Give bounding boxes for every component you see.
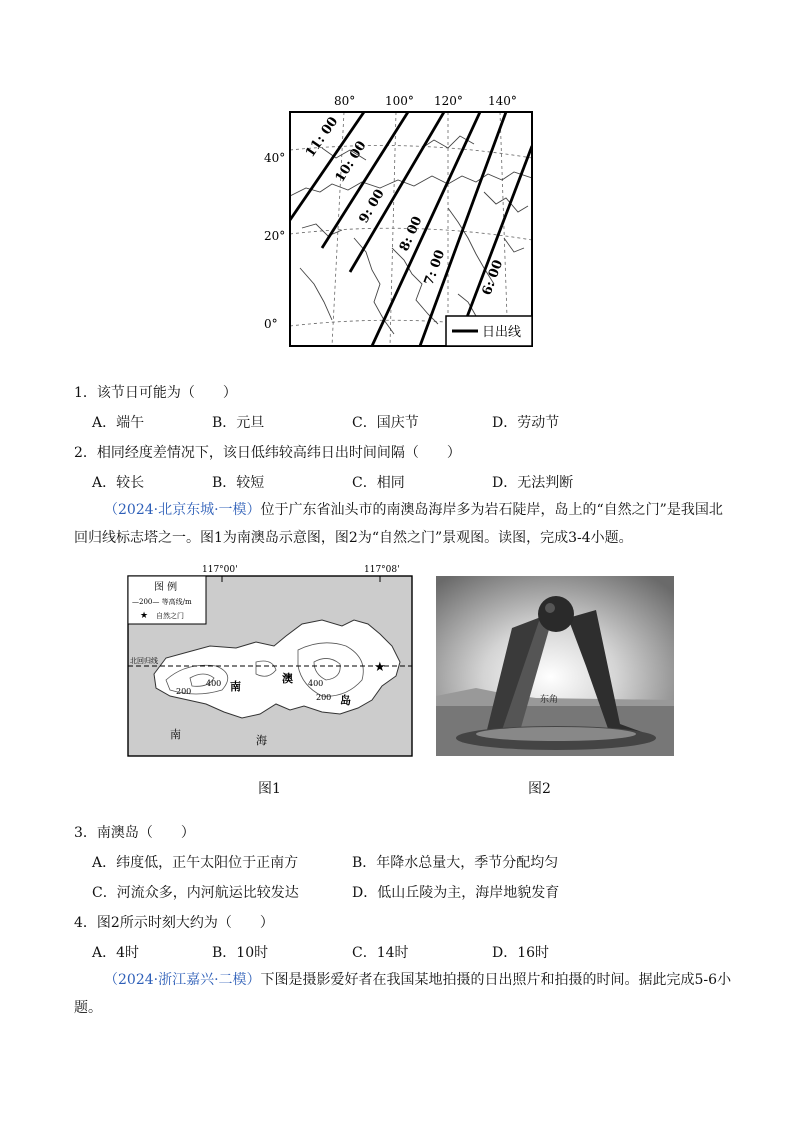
q3-option-d[interactable]: D．低山丘陵为主，海岸地貌发育: [352, 885, 560, 901]
time-label: 11: 00: [302, 114, 342, 161]
legend-star-icon: ★: [140, 611, 149, 621]
tropic-label: 北回归线: [130, 657, 158, 665]
question-1-stem: 1．该节日可能为（ ）: [74, 385, 237, 401]
time-label: 6: 00: [479, 257, 507, 298]
lat-label: 20°: [264, 229, 286, 243]
contour-label: 400: [206, 679, 222, 688]
photo-text: 东角: [540, 695, 559, 705]
intro-paragraph-1: [74, 496, 734, 552]
figure-1-caption: 图1: [258, 781, 281, 797]
question-2-stem: 2．相同经度差情况下，该日低纬较高纬日出时间间隔（ ）: [74, 445, 461, 461]
q1-option-b[interactable]: B．元旦: [212, 415, 265, 431]
intro-text: 位于广东省汕头市的南澳岛海岸多为岩石陡岸，岛上的“自然之门”是我国北回归线标志塔之一。图1为南澳岛示意图，图2为“自然之门”景观图。读图，完成3-4小题。: [74, 502, 723, 546]
lon-label: 100°: [385, 94, 414, 108]
time-label: 7: 00: [421, 247, 449, 288]
legend-label: 日出线: [482, 325, 522, 340]
lon-label: 120°: [434, 94, 463, 108]
fig1-lon-label: 117°00': [202, 565, 238, 575]
gate-star-icon: ★: [374, 660, 386, 675]
sea-char: 南: [170, 728, 181, 741]
lat-label: 0°: [264, 317, 278, 331]
q2-option-b[interactable]: B．较短: [212, 475, 265, 491]
legend-gate: 自然之门: [156, 612, 184, 620]
contour-label: 200: [316, 693, 332, 702]
fig1-lon-label: 117°08': [364, 565, 400, 575]
legend-title: 图 例: [154, 582, 178, 593]
time-label: 8: 00: [396, 214, 426, 254]
figure-2-caption: 图2: [528, 781, 551, 797]
intro-paragraph-2: [74, 966, 734, 1022]
lon-label: 140°: [488, 94, 517, 108]
q3-option-c[interactable]: C．河流众多，内河航运比较发达: [92, 885, 299, 901]
lat-label: 40°: [264, 151, 286, 165]
gate-photo: [436, 576, 674, 756]
q2-option-c[interactable]: C．相同: [352, 475, 405, 491]
sea-char: 海: [256, 734, 267, 747]
contour-label: 200: [176, 687, 192, 696]
q4-option-d[interactable]: D．16时: [492, 945, 550, 961]
q1-option-a[interactable]: A．端午: [92, 415, 145, 431]
sunrise-map: [262, 88, 542, 350]
source-tag[interactable]: （2024·浙江嘉兴·二模）: [104, 972, 261, 988]
contour-label: 400: [308, 679, 324, 688]
q1-option-d[interactable]: D．劳动节: [492, 415, 560, 431]
legend-contour: —200— 等高线/m: [132, 598, 192, 606]
island-char: 南: [230, 680, 241, 693]
question-3-stem: 3．南澳岛（ ）: [74, 825, 195, 841]
q3-option-b[interactable]: B．年降水总量大，季节分配均匀: [352, 855, 559, 871]
fig1-legend: [128, 576, 206, 624]
map-legend: [446, 316, 532, 346]
lon-label: 80°: [334, 94, 356, 108]
time-label: 9: 00: [356, 186, 388, 226]
q4-option-a[interactable]: A．4时: [92, 945, 140, 961]
q2-option-d[interactable]: D．无法判断: [492, 475, 574, 491]
q4-option-b[interactable]: B．10时: [212, 945, 269, 961]
island-char: 澳: [282, 672, 293, 685]
nanao-island-map: [126, 562, 416, 762]
time-label: 10: 00: [332, 138, 370, 186]
q4-option-c[interactable]: C．14时: [352, 945, 409, 961]
source-tag[interactable]: （2024·北京东城·一模）: [104, 502, 261, 518]
question-4-stem: 4．图2所示时刻大约为（ ）: [74, 915, 274, 931]
q1-option-c[interactable]: C．国庆节: [352, 415, 419, 431]
q3-option-a[interactable]: A．纬度低，正午太阳位于正南方: [92, 855, 299, 871]
intro-text: 下图是摄影爱好者在我国某地拍摄的日出照片和拍摄的时间。据此完成5-6小题。: [74, 972, 732, 1016]
island-char: 岛: [340, 694, 351, 707]
q2-option-a[interactable]: A．较长: [92, 475, 145, 491]
